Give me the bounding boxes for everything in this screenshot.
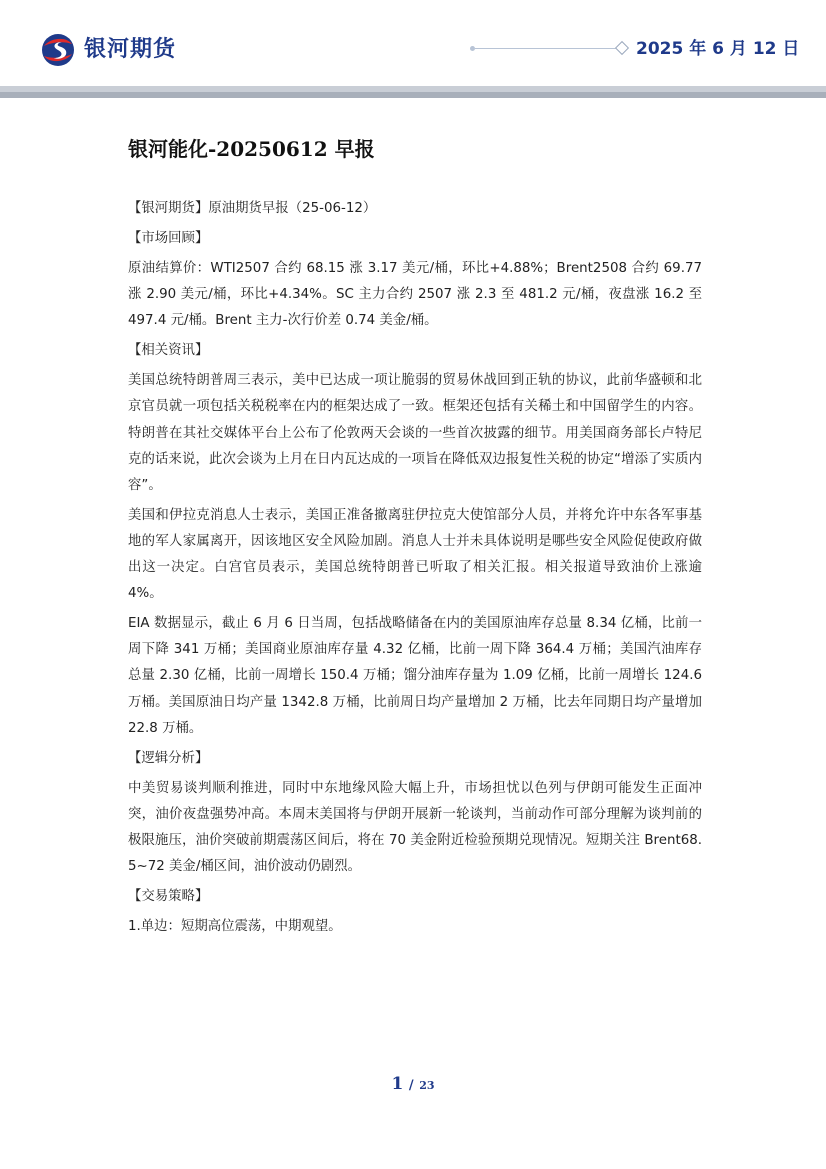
page-number [0,1074,826,1094]
current-page: 1 [391,1074,404,1094]
report-date: 2025 年 6 月 12 日 [636,39,800,59]
source-line: 【银河期货】原油期货早报（25-06-12） [128,201,377,216]
galaxy-logo-icon [40,32,76,68]
brand-name: 银河期货 [84,37,177,62]
section-heading-analysis: 【逻辑分析】 [128,750,209,766]
section-heading-strategy: 【交易策略】 [128,889,209,905]
paragraph-strategy-single: 1.单边：短期高位震荡，中期观望。 [128,919,342,935]
page-separator: / [408,1078,414,1093]
paragraph-news-iraq: 美国和伊拉克消息人士表示，美国正准备撤离驻伊拉克大使馆部分人员，并将允许中东各军事基地的军人家属离开，因该地区安全风险加剧。消息人士并未具体说明是哪些安全风险促使政府做出这一决定。白宫官员表示，美国总统特朗普已听取了相关汇报。相关报道导致油价上涨逾 4%。 [128,507,702,602]
paragraph-analysis: 中美贸易谈判顺利推进，同时中东地缘风险大幅上升，市场担忧以色列与伊朗可能发生正面冲突，油价夜盘强势冲高。本周末美国将与伊朗开展新一轮谈判，当前动作可部分理解为谈判前的极限施压，油价突破前期震荡区间后，将在 70 美金附近检验预期兑现情况。短期关注 Brent68.5~72 美金/桶区间，油价波动仍剧烈。 [128,780,702,875]
paragraph-news-trade: 美国总统特朗普周三表示，美中已达成一项让脆弱的贸易休战回到正轨的协议，此前华盛顿和北京官员就一项包括关税税率在内的框架达成了一致。框架还包括有关稀土和中国留学生的内容。特朗普在其社交媒体平台上公布了伦敦两天会谈的一些首次披露的细节。用美国商务部长卢特尼克的话来说，此次会谈为上月在日内瓦达成的一项旨在降低双边报复性关税的协定“增添了实质内容”。 [128,373,702,494]
report-body [128,196,702,944]
section-heading-news: 【相关资讯】 [128,343,209,359]
section-heading-market-review: 【市场回顾】 [128,230,209,246]
brand-logo [40,32,210,68]
document-title: 银河能化-20250612 早报 [128,137,375,161]
paragraph-news-eia: EIA 数据显示，截止 6 月 6 日当周，包括战略储备在内的美国原油库存总量 8.34 亿桶，比前一周下降 341 万桶；美国商业原油库存量 4.32 亿桶，比前一周下降 364.4 万桶；美国汽油库存总量 2.30 亿桶，比前一周增长 150.4 万桶；馏分油库存量为 1.09 亿桶，比前一周增长 124.6 万桶。美国原油日均产量 1342.8 万桶，比前周日均产量增加 2 万桶，比去年同期日均产量增加 22.8 万桶。 [128,616,702,736]
diamond-icon [615,41,629,55]
paragraph-market-review: 原油结算价：WTI2507 合约 68.15 涨 3.17 美元/桶，环比+4.88%；Brent2508 合约 69.77 涨 2.90 美元/桶，环比+4.34%。SC 主力合约 2507 涨 2.3 至 481.2 元/桶，夜盘涨 16.2 至 497.4 元/桶。Brent 主力-次行价差 0.74 美金/桶。 [128,260,702,329]
header-band-shadow [0,92,826,98]
page-header [0,0,826,100]
header-rule [475,48,617,49]
total-pages: 23 [419,1079,435,1092]
